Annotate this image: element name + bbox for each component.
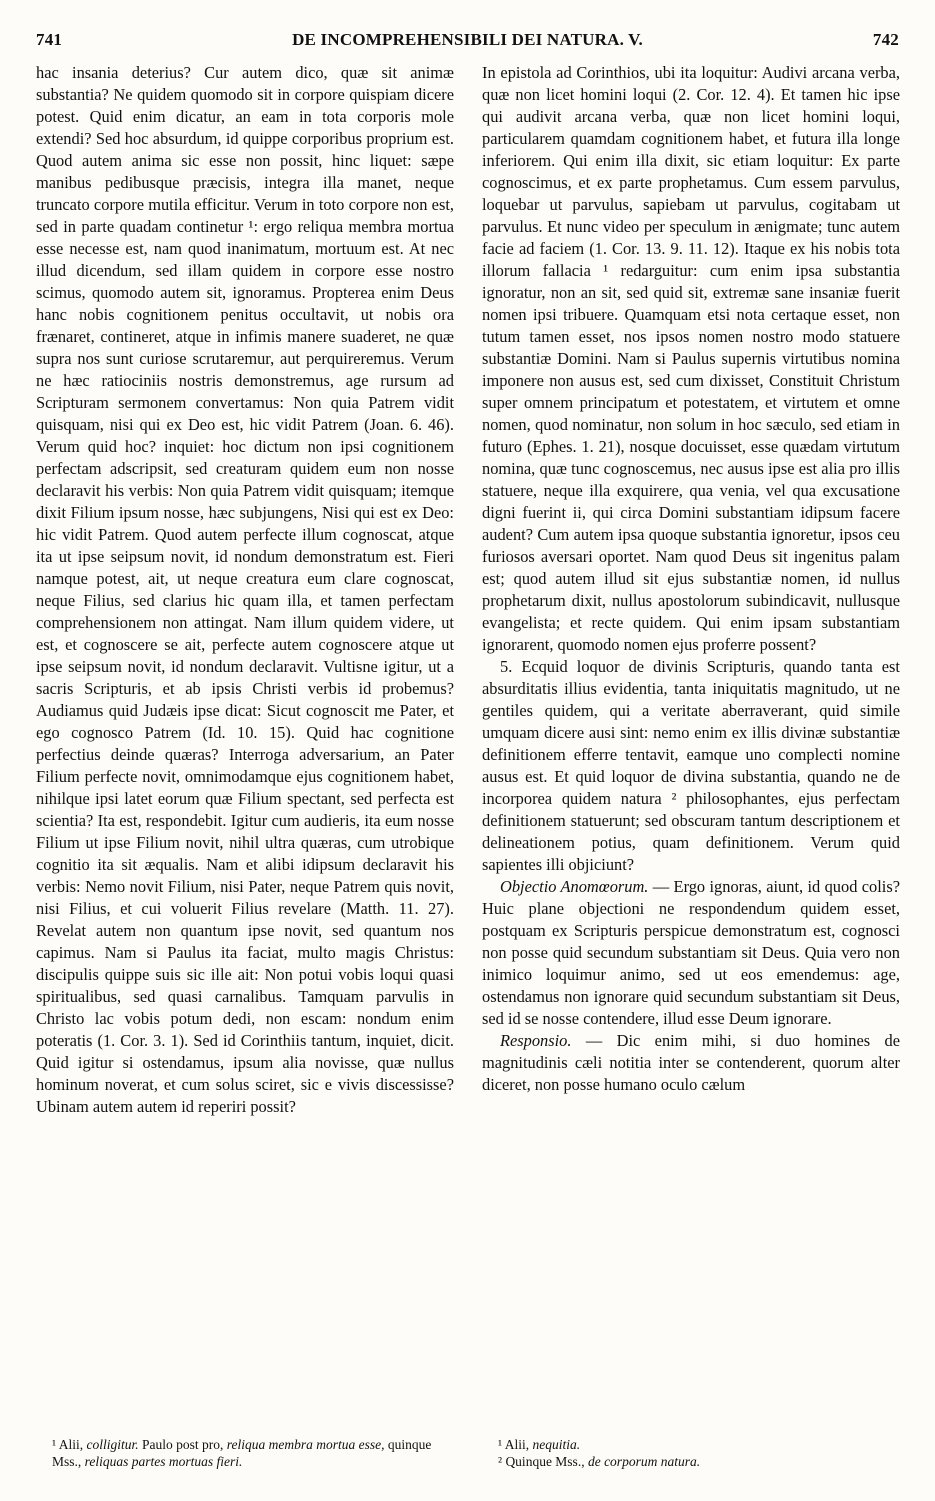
response-text: — Dic enim mihi, si duo homines de magnitudinis cæli notitia inter se contenderent, quorum alter diceret, non posse humano oculo cælum — [482, 1031, 900, 1094]
footnotes-right — [498, 1436, 898, 1470]
left-column-text: hac insania deterius? Cur autem dico, quæ sit animæ substantia? Ne quidem quomodo sit in corpore quispiam dicere potest. Quid enim dicatur, an eam in tota corporis mole extendi? Sed hoc absurdum, id quippe corporibus proprium est. Quod autem anima sic esse non possit, hinc liquet: sæpe manibus pedibusque præcisis, integra illa manet, neque truncato corpore mutila efficitur. Verum in toto corpore non est, sed in parte quadam continetur ¹: ergo reliqua membra mortua esse necesse est, nam quod inanimatum, mortuum est. At nec illud dicendum, sed illam quidem in corpore esse nostro scimus, quomodo autem sit, ignoramus. Propterea enim Deus hanc nobis cognitionem penitus occultavit, ut nobis ora frænaret, contineret, atque in infimis manere suaderet, ne quæ supra nos sunt curiose scrutaremur, aut perquireremus. Verum ne hæc ratiociniis nostris demonstremus, age rursum ad Scripturam sermonem convertamus: Non quia Patrem vidit quisquam, nisi qui ex Deo est, hic vidit Patrem (Joan. 6. 46). Verum quid hoc? inquiet: hoc dictum non ipsi cognitionem perfectam adscripsit, sed creaturam quidem eum non nosse declaravit his verbis: Non quia Patrem vidit quisquam; itemque dixit Filium ipsum nosse, hæc subjungens, Nisi qui est ex Deo: hic vidit Patrem. Quod autem perfecte illum cognoscat, atque ita ut ipse seipsum novit, id nondum demonstratum est. Fieri namque potest, ait, ut neque creatura eum clare cognoscat, neque Filius, sed clarius hic quam illa, et tamen perfectam comprehensionem non attingat. Nam illum quidem videre, ut est, et cognoscere se ait, perfecte autem cognoscere atque ut ipse seipsum novit, id nondum declaravit. Vultisne igitur, ut a sacris Scripturis, et ab ipsis Christi verbis id probemus? Audiamus quid Judæis ipse dicat: Sicut cognoscit me Pater, et ego cognosco Patrem (Id. 10. 15). Quid hac cognitione perfectius deinde quæras? Interroga adversarium, an Pater Filium perfecte novit, omnimodamque ejus cognitionem habet, nihilque ipsi latet eorum quæ Filium spectant, sed perfecta est scientia? Ita est, respondebit. Igitur cum audieris, ita eum nosse Filium ut ipse Filium novit, nihil ultra quæras, cum utrobique cognitio ita sit æqualis. Nam et alibi idipsum declaravit his verbis: Nemo novit Filium, nisi Pater, neque Patrem quis novit, nisi Filius, et cui voluerit Filius revelare (Matth. 11. 27). Revelat autem non quantum ipse novit, sed quantum nos capimus. Nam si Paulus ita faciat, multo magis Christus: discipulis quippe suis sic ille ait: Non potui vobis loqui quasi spiritualibus, sed quasi carnalibus. Tamquam parvulis in Christo lac vobis potum dedi, non escam: nondum enim poteratis (1. Cor. 3. 1). Sed id Corinthiis tantum, inquiet, dicit. Quid igitur si ostendamus, ipsum alia novisse, quæ nullus hominum noverat, et cum solus sciret, sic e vivis discessisse? Ubinam autem autem id reperiri possit? — [36, 63, 454, 1116]
running-title: DE INCOMPREHENSIBILI DEI NATURA. V. — [292, 30, 643, 49]
right-paragraph-3 — [482, 876, 900, 1030]
footnotes-left — [52, 1436, 452, 1470]
right-paragraph-2: 5. Ecquid loquor de divinis Scripturis, quando tanta est absurditatis illius evidentia, tanta iniquitatis magnitudo, ut ne gentiles quidem, qui a veritate aberraverant, quid simile umquam dicere ausi sint: nemo enim ex illis divinæ substantiæ definitionem efferre tentavit, eamque uno complecti nomine ausus est. Et quid loquor de divina substantia, quando ne de incorporea quidem natura ² philosophantes, ejus perfectam definitionem statuerunt; sed obscuram tantum descriptionem et delineationem potius, quam definitionem. Verum quid sapientes illi objiciunt? — [482, 657, 900, 874]
response-label: Responsio. — [500, 1031, 572, 1050]
page-number-right: 742 — [872, 30, 899, 49]
right-paragraph-4 — [482, 1030, 900, 1096]
objection-label: Objectio Anomœorum. — [500, 877, 649, 896]
right-paragraph-1: In epistola ad Corinthios, ubi ita loquitur: Audivi arcana verba, quæ non licet homini loqui (2. Cor. 12. 4). Et tamen hic ipse qui audivit arcana verba, quæ non licet homini loqui, particularem quamdam cognitionem habet, et futura illa longe inferiorem. Qui enim illa dixit, sic etiam loquitur: Ex parte cognoscimus, et ex parte prophetamus. Cum essem parvulus, loquebar ut parvulus, sapiebam ut parvulus, cogitabam ut parvulus. Et nunc video per speculum in ænigmate; tunc autem facie ad faciem (1. Cor. 13. 9. 11. 12). Itaque ex his nobis tota illorum fallacia ¹ redarguitur: cum enim ipsa substantia ignoratur, non an sit, sed quid sit, extremæ sane insaniæ fuerit nomen ipsi tribuere. Quamquam etsi nota certaque esset, non tutum tamen esset, nos ipsos nomen nostro modo statuere substantiæ Domini. Nam si Paulus supernis virtutibus nomina imponere non ausus est, sed cum dixisset, Constituit Christum super omnem principatum et potestatem, et virtutem et omne nomen, quod nominatur, non solum in hoc sæculo, sed etiam in futuro (Ephes. 1. 21), nosque docuisset, esse quædam virtutum nomina, quæ tunc cognoscemus, nec ausus ipse est alia pro illis statuere, neque illa exquirere, qua venia, vel qua excusatione digni fuerint ii, qui circa Domini substantiam idipsum facere audent? Cum autem ipsa quoque substantia ignoretur, ipsos ceu furiosos aversari oportet. Nam quod Deus sit ingenitus palam est; quod autem illud sit ejus substantiæ nomen, id nullus prophetarum dixit, nullus apostolorum subindicavit, nullusque evangelista; et recte quidem. Qui enim ipsam substantiam ignorarent, quomodo nomen ejus proferre possent? — [482, 63, 900, 654]
footnote-right-2: ² Quinque Mss., de corporum natura. — [498, 1454, 701, 1469]
right-column — [482, 62, 900, 1096]
footnote-right-1: ¹ Alii, nequitia. — [498, 1437, 581, 1452]
footnote-left-1: ¹ Alii, colligitur. Paulo post pro, reliqua membra mortua esse, quinque Mss., reliquas partes mortuas fieri. — [52, 1437, 432, 1469]
objection-text: — Ergo ignoras, aiunt, id quod colis? Huic plane objectioni ne respondendum quidem esset, postquam ex Scripturis perspicue demonstratum est, cognosci non posse quid secundum substantiam sit Deus. Quia vero non inimico loquimur animo, sed ut eos emendemus: age, ostendamus non ignorare quid secundum substantiam sit Deus, sed id se nosse contendere, illud esse Deum ignorare. — [482, 877, 900, 1028]
running-header — [36, 30, 899, 54]
left-column — [36, 62, 454, 1118]
page-number-left: 741 — [36, 30, 63, 49]
